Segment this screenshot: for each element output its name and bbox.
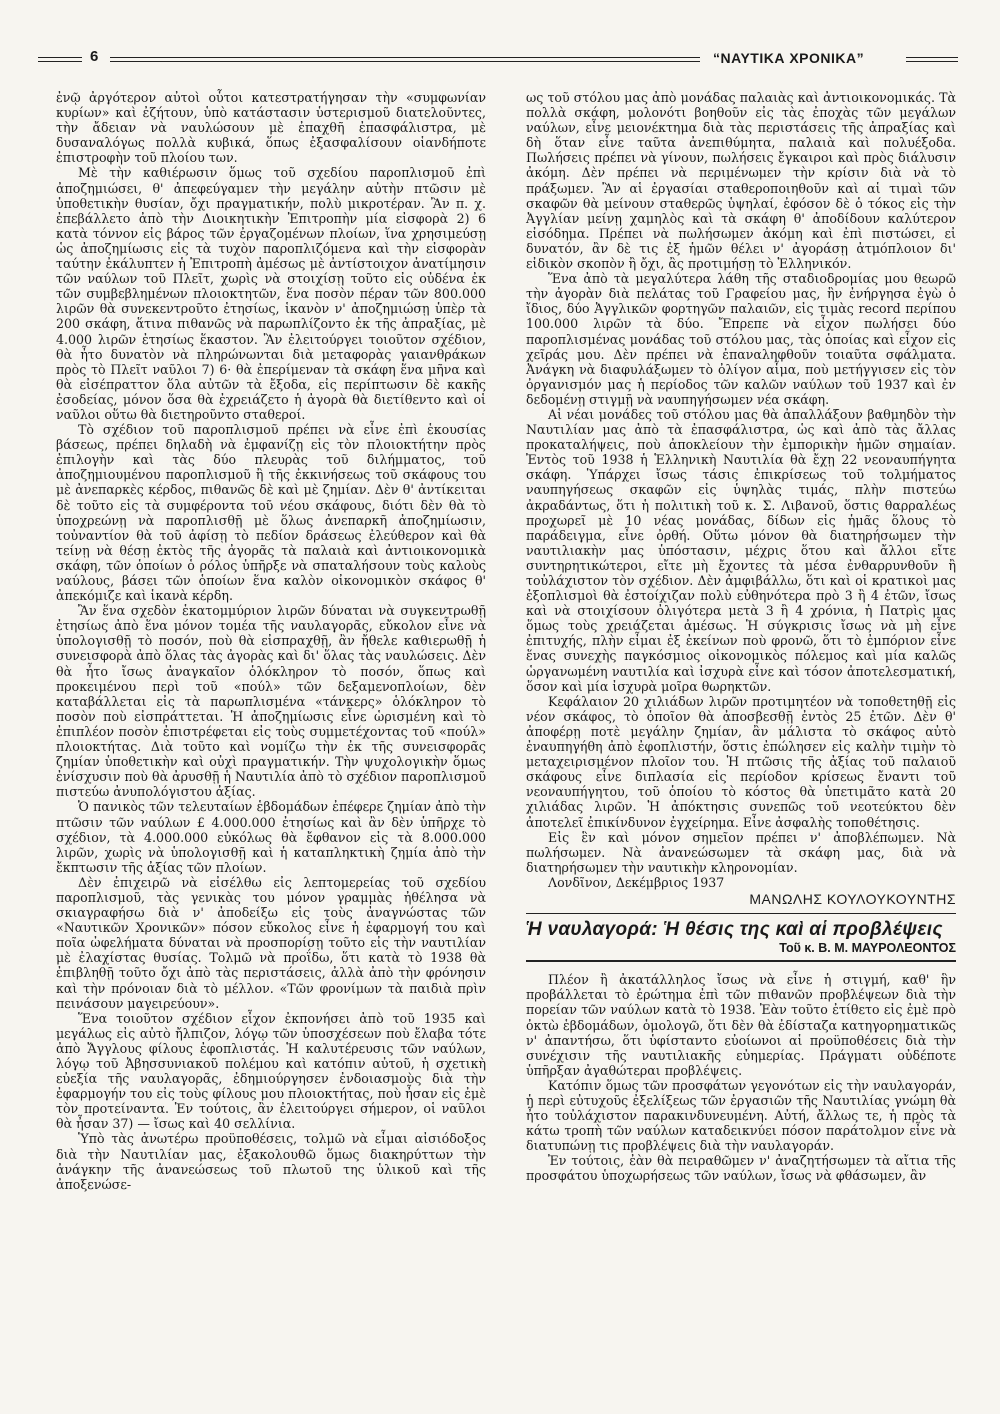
paragraph: Ἐν τούτοις, ἐὰν θὰ πειραθῶμεν ν' ἀναζητήσωμεν τὰ αἴτια τῆς προσφάτου ὑποχωρήσεως τῶν ναύλων, ἴσως νὰ φθάσωμεν, ἂν <box>526 1153 956 1184</box>
paragraph: ἐνῷ ἀργότερον αὐτοὶ οὗτοι κατεστρατήγησαν τὴν «συμφωνίαν κυρίων» καὶ ἐζήτουν, ὑπὸ κατάστασιν ὑστερισμοῦ διατελοῦντες, τὴν ἄδειαν νὰ ναυλώσουν μὲ ἐπαχθῆ ἐπασφάλιστρα, μὲ δυσαναλόγως πολλὰ κυβικά, ὅπως ἐξασφαλίσουν οἱανδήποτε ἐπιστροφὴν τοῦ πλοίου των. <box>56 90 486 166</box>
header-rule-middle <box>110 57 700 62</box>
paragraph: Ὁ πανικὸς τῶν τελευταίων ἑβδομάδων ἐπέφερε ζημίαν ἀπὸ τὴν πτῶσιν τῶν ναύλων £ 4.000.000 ἐτησίως καὶ ἂν δὲν ὑπῆρχε τὸ σχέδιον, τὰ 4.000.000 εὐκόλως θὰ ἔφθανον εἰς τὰ 8.000.000 λιρῶν, χωρὶς νὰ ὑπολογισθῇ καὶ ἡ καταπληκτικὴ ζημία ἀπὸ τὴν ἔκπτωσιν τῆς ἀξίας τῶν πλοίων. <box>56 799 486 875</box>
paragraph: Ἕνα τοιοῦτον σχέδιον εἶχον ἐκπονήσει ἀπὸ τοῦ 1935 καὶ μεγάλως εἰς αὐτὸ ἤλπιζον, λόγῳ τῶν ὑποσχέσεων ποὺ ἔλαβα τότε ἀπὸ Ἄγγλους φίλους ἐφοπλιστάς. Ἡ καλυτέρευσις τῶν ναύλων, λόγῳ τοῦ Ἀβησσυνιακοῦ πολέμου καὶ κατόπιν αὐτοῦ, ἡ σχετικὴ εὐεξία τῆς ναυλαγορᾶς, ἐδημιούργησεν ἐνδοιασμοὺς διὰ τὴν ἐφαρμογήν του εἰς τοὺς φίλους μου πλοιοκτήτας, ποὺ ἦσαν εἰς ἐμὲ τὸν προτείναντα. Ἐν τούτοις, ἂν ἐλειτούργει σήμερον, οἱ ναῦλοι θὰ ἦσαν 37) — ἴσως καὶ 40 σελλίνια. <box>56 1010 486 1132</box>
article-divider <box>526 913 956 914</box>
page-header <box>38 48 958 74</box>
page-number: 6 <box>90 48 99 65</box>
right-column <box>526 90 956 1184</box>
author-signature: ΜΑΝΩΛΗΣ ΚΟΥΛΟΥΚΟΥΝΤΗΣ <box>749 890 956 907</box>
paragraph: Κεφάλαιον 20 χιλιάδων λιρῶν προτιμητέον νὰ τοποθετηθῇ εἰς νέον σκάφος, τὸ ὁποῖον θὰ ἀποσβεσθῇ ἐντὸς 25 ἐτῶν. Δὲν θ' ἀποφέρῃ ποτὲ μεγάλην ζημίαν, ἂν μάλιστα τὸ σκάφος αὐτὸ ἐναυπηγήθη ἀπὸ ἐφοπλιστήν, ὅστις ἐπώλησεν εἰς καλὴν τιμὴν τὸ μεταχειρισμένον πλοῖον του. Ἡ πτῶσις τῆς ἀξίας τοῦ παλαιοῦ σκάφους εἶνε διπλασία εἰς περίοδον κρίσεως ἔναντι τοῦ νεοναυπήγητου, τοῦ ὁποίου τὸ κόστος θὰ ὑπετιμᾶτο κατὰ 20 χιλιάδας λιρῶν. Ἡ ἀπόκτησις συνεπῶς τοῦ νεοτεύκτου δὲν ἀποτελεῖ ἐπικίνδυνον ἐγχείρημα. Εἶνε ἀσφαλὴς τοποθέτησις. <box>526 693 956 830</box>
left-column <box>56 90 486 1192</box>
paragraph: Ἕνα ἀπὸ τὰ μεγαλύτερα λάθη τῆς σταδιοδρομίας μου θεωρῶ τὴν ἀγορὰν διὰ πελάτας τοῦ Γραφείου μας, ἣν ἐνήργησα ἐγὼ ὁ ἴδιος, δύο Ἀγγλικῶν φορτηγῶν παλαιῶν, εἰς τιμὰς record περίπου 100.000 λιρῶν τὰ δύο. Ἔπρεπε νὰ εἶχον πωλήσει δύο παροπλισμένας μονάδας τοῦ στόλου μας, τὰς ὁποίας καὶ εἶχον εἰς χεῖράς μου. Δὲν πρέπει νὰ ἐπαναληφθοῦν τοιαῦτα σφάλματα. Ἀνάγκη νὰ διαφυλάξωμεν τὸ ὀλίγον αἷμα, ποὺ μετήγγισεν εἰς τὸν ὀργανισμόν μας ἡ περίοδος τῶν καλῶν ναύλων τοῦ 1937 καὶ ἐν δεδομένῃ στιγμῇ νὰ ναυπηγήσωμεν νέα σκάφη. <box>526 271 956 407</box>
paragraph: Ὑπὸ τὰς ἀνωτέρω προϋποθέσεις, τολμῶ νὰ εἶμαι αἰσιόδοξος διὰ τὴν Ναυτιλίαν μας, ἐξακολουθῶ ὅμως διακηρύττων τὴν ἀνάγκην τῆς ἀνανεώσεως τοῦ πλωτοῦ της ὑλικοῦ καὶ τῆς ἀποξενώσε- <box>56 1131 486 1192</box>
byline-rule <box>526 960 956 962</box>
paragraph: Τὸ σχέδιον τοῦ παροπλισμοῦ πρέπει νὰ εἶνε ἐπὶ ἑκουσίας βάσεως, πρέπει δηλαδὴ νὰ ἐμφανίζῃ εἰς τὸν πλοιοκτήτην πρὸς ἐπιλογὴν καὶ τὰς δύο πλευρὰς τοῦ διλήμματος, τοῦ ἀποζημιουμένου παροπλισμοῦ ἢ τῆς ἐκκινήσεως τοῦ σκάφους του μὲ ἀνεπαρκὲς κέρδος, πιθανῶς δὲ καὶ μὲ ζημίαν. Δὲν θ' ἀντίκειται δὲ τοῦτο εἰς τὰ συμφέροντα τοῦ νέου σκάφους, διότι δὲν θὰ τὸ ὑποχρεώνῃ νὰ παροπλισθῇ μὲ ὅλως ἀνεπαρκῆ ἀποζημίωσιν, τοὐναντίον θὰ τοῦ ἀφίσῃ τὸ πεδίον δράσεως ἐλεύθερον καὶ θὰ τείνῃ νὰ θέσῃ ἐκτὸς τῆς ἀγορᾶς τὰ παλαιὰ καὶ ἀντιοικονομικὰ σκάφη, τῶν ὁποίων ὁ ρόλος ὑπῆρξε νὰ σπαταλήσουν τοὺς καλοὺς ναύλους, βάσει τῶν ὁποίων ἕνα καλὸν οἰκονομικὸν σκάφος θ' ἀπεκόμιζε καὶ ἱκανὰ κέρδη. <box>56 422 486 604</box>
header-rule-left <box>38 57 82 62</box>
place-date: Λονδῖνον, Δεκέμβριος 1937 <box>548 874 725 890</box>
header-rule-right <box>906 57 958 62</box>
paragraph: Αἱ νέαι μονάδες τοῦ στόλου μας θὰ ἀπαλλάξουν βαθμηδὸν τὴν Ναυτιλίαν μας ἀπὸ τὰ ἐπασφάλιστρα, ὡς καὶ ἀπὸ τὰς ἄλλας προκαταλήψεις, ποὺ ἀποκλείουν τὴν ἐμπορικὴν ἡμῶν σημαίαν. Ἐντὸς τοῦ 1938 ἡ Ἑλληνικὴ Ναυτιλία θὰ ἔχῃ 22 νεοναυπήγητα σκάφη. Ὑπάρχει ἴσως τάσις ἐπικρίσεως τοῦ τολμήματος ναυπηγήσεως σκαφῶν εἰς ὑψηλὰς τιμάς, πλὴν πιστεύω ἀκραδάντως, ὅτι ἡ πολιτικὴ τοῦ κ. Σ. Λιβανοῦ, ὅστις θαρραλέως προχωρεῖ μὲ 10 νέας μονάδας, δίδων εἰς ἡμᾶς ὅλους τὸ παράδειγμα, εἶνε ὀρθή. Οὕτω μόνον θὰ διατηρήσωμεν τὴν ναυτιλιακὴν μας ὑπόστασιν, μέχρις ὅτου καὶ ἄλλοι εἴτε συντηρητικώτεροι, εἴτε μὴ ἔχοντες τὰ μέσα ἐνθαρρυνθοῦν ἢ τοὐλάχιστον τὸν σχέδιον. Δὲν ἀμφιβάλλω, ὅτι καὶ οἱ κρατικοὶ μας ἐξοπλισμοὶ θὰ ἐστοίχιζαν πολὺ εὐθηνότερα πρὸ 3 ἢ 4 ἐτῶν, ἴσως καὶ νὰ στοιχίσουν ὀλιγότερα μετὰ 3 ἢ 4 χρόνια, ἡ Πατρὶς μας ὅμως τοὺς χρειάζεται ἀμέσως. Ἡ σύγκρισις ἴσως νὰ μὴ εἶνε ἐπιτυχής, πλὴν εἶμαι ἐξ ἐκείνων ποὺ φρονῶ, ὅτι τὸ ἐμπόριον εἶνε ἕνας συνεχὴς παγκόσμιος οἰκονομικὸς πόλεμος καὶ μία καλῶς ὡργανωμένη ναυτιλία καὶ ἰσχυρὰ εἶνε καὶ τόσον ἀποτελεσματική, ὅσον καὶ μία ἰσχυρὰ μοῖρα θωρηκτῶν. <box>526 406 956 694</box>
paragraph: Εἰς ἓν καὶ μόνον σημεῖον πρέπει ν' ἀποβλέπωμεν. Νὰ πωλήσωμεν. Νὰ ἀνανεώσωμεν τὰ σκάφη μας, διὰ νὰ διατηρήσωμεν τὴν ναυτικὴν κληρονομίαν. <box>526 829 956 875</box>
magazine-title: “ΝΑΥΤΙΚΑ ΧΡΟΝΙΚΑ” <box>713 50 865 66</box>
paragraph: Κατόπιν ὅμως τῶν προσφάτων γεγονότων εἰς τὴν ναυλαγοράν, ἡ περὶ εὐτυχοῦς ἐξελίξεως τῶν ἐργασιῶν τῆς Ναυτιλίας γνώμη θὰ ἦτο τοὐλάχιστον παρακινδυνευμένη. Αὐτή, ἄλλως τε, ἡ πρὸς τὰ κάτω τροπὴ τῶν ναύλων καταδεικνύει πόσον παράτολμον εἶνε νὰ διατυπώνῃ τις προβλέψεις διὰ τὴν ναυλαγοράν. <box>526 1077 956 1154</box>
paragraph: Δὲν ἐπιχειρῶ νὰ εἰσέλθω εἰς λεπτομερείας τοῦ σχεδίου παροπλισμοῦ, τὰς γενικὰς του μόνον γραμμὰς ἠθέλησα νὰ σκιαγραφήσω διὰ ν' ἀποδείξω εἰς τοὺς ἀναγνώστας τῶν «Ναυτικῶν Χρονικῶν» πόσον εὔκολος εἶνε ἡ ἐφαρμογή του καὶ ποῖα ὠφελήματα δύναται νὰ προσπορίσῃ τοῦτο εἰς τὴν ναυτιλίαν μὲ ἐλαχίστας θυσίας. Τολμῶ νὰ προΐδω, ὅτι κατὰ τὸ 1938 θὰ ἐπιβληθῇ τοῦτο ὄχι ἀπὸ τὰς περιστάσεις, ἀλλὰ ἀπὸ τὴν φρόνησιν καὶ τὴν πρόνοιαν διὰ τὸ μέλλον. «Τῶν φρονίμων τὰ παιδιὰ πρὶν πεινάσουν μαγειρεύουν». <box>56 874 486 1011</box>
paragraph: Μὲ τὴν καθιέρωσιν ὅμως τοῦ σχεδίου παροπλισμοῦ ἐπὶ ἀποζημιώσει, θ' ἀπεφεύγαμεν τὴν μεγάλην αὐτὴν πτῶσιν μὲ ὑποθετικὴν θυσίαν, ὄχι πραγματικήν, πολὺ μικροτέραν. Ἂν π. χ. ἐπεβάλλετο ἀπὸ τὴν Διοικητικὴν Ἐπιτροπὴν μία εἰσφορὰ 2) 6 κατὰ τόννον εἰς βάρος τῶν ἐργαζομένων πλοίων, ἵνα χρησιμεύσῃ ὡς ἀποζημίωσις εἰς τὰ τυχὸν παροπλιζόμενα καὶ τὴν εἰσφορὰν ταύτην ἐκάλυπτεν ἡ Ἐπιτροπὴ ἀμέσως μὲ ἀντίστοιχον ἀνατίμησιν τῶν ναύλων τοῦ Πλεῖτ, χωρὶς νὰ στοιχίσῃ τοῦτο εἰς οὐδένα ἐκ τῶν συμβεβλημένων πλοιοκτητῶν, ἕνα ποσὸν πέραν τῶν 800.000 λιρῶν θὰ συνεκεντροῦτο ἐτησίως, ἱκανὸν ν' ἀποζημιώσῃ ὑπὲρ τὰ 200 σκάφη, ἅτινα πιθανῶς νὰ παρωπλίζοντο ἐκ τῆς ἀπραξίας, μὲ 4.000 λιρῶν ἐτησίως ἕκαστον. Ἂν ἐλειτούργει τοιοῦτον σχέδιον, θὰ ἦτο δυνατὸν νὰ πληρώνωνται διὰ μεταφορὰς γαιανθράκων πρὸς τὸ Πλεῖτ ναῦλοι 7) 6· θὰ ἐπερίμεναν τὰ σκάφη ἕνα μῆνα καὶ θὰ εἰσέπραττον ὅλα αὐτῶν τὰ ἔξοδα, εἰς περίπτωσιν δὲ κακῆς ἐσοδείας, μόνον ὅσα θὰ ἐχρειάζετο ἡ ἀγορὰ θὰ διετίθεντο καὶ οἱ ναῦλοι οὕτω θὰ διετηροῦντο σταθεροί. <box>56 165 486 422</box>
paragraph: Πλέον ἢ ἀκατάλληλος ἴσως νὰ εἶνε ἡ στιγμή, καθ' ἣν προβάλλεται τὸ ἐρώτημα ἐπὶ τῶν πιθανῶν προβλέψεων διὰ τὴν πορείαν τῶν ναύλων κατὰ τὸ 1938. Ἐὰν τοῦτο ἐτίθετο εἰς ἐμὲ πρὸ ὀκτὼ ἑβδομάδων, ὁμολογῶ, ὅτι δὲν θὰ ἐδίσταζα κατηγορηματικῶς ν' ἀπαντήσω, ὅτι ὑφίσταντο εὐοίωνοι αἱ προϋποθέσεις διὰ τὴν συνέχισιν τῆς ναυτιλιακῆς εὐημερίας. Πράγματι οὐδέποτε ὑπῆρξαν ἀγαθώτεραι προβλέψεις. <box>526 972 956 1078</box>
article-byline: Τοῦ κ. Β. Μ. ΜΑΥΡΟΛΕΟΝΤΟΣ <box>779 941 956 956</box>
paragraph: Ἂν ἕνα σχεδὸν ἑκατομμύριον λιρῶν δύναται νὰ συγκεντρωθῇ ἐτησίως ἀπὸ ἕνα μόνον τομέα τῆς ναυλαγορᾶς, εὔκολον εἶνε νὰ ὑπολογισθῇ τὸ ποσόν, ποὺ θὰ εἰσπραχθῇ, ἂν ἤθελε καθιερωθῇ ἡ συνεισφορὰ ἀπὸ ὅλας τὰς ἀγορὰς καὶ δι' ὅλας τὰς ναυλώσεις. Δὲν θὰ ἦτο ἴσως ἀναγκαῖον ὁλόκληρον τὸ ποσόν, ὅπως καὶ προκειμένου περὶ τοῦ «πούλ» τῶν δεξαμενοπλοίων, δὲν καταβάλλεται εἰς τὰ παρωπλισμένα «τάνκερς» ὁλόκληρον τὸ ποσὸν ποὺ εἰσπράττεται. Ἡ ἀποζημίωσις εἶνε ὡρισμένη καὶ τὸ ἐπιπλέον ποσὸν ἐπιστρέφεται εἰς τοὺς συμμετέχοντας τοῦ «πούλ» πλοιοκτήτας. Διὰ τοῦτο καὶ νομίζω τὴν ἐκ τῆς συνεισφορᾶς ζημίαν ὑποθετικὴν καὶ οὐχὶ πραγματικήν. Τὴν ψυχολογικὴν ὅμως ἐνίσχυσιν ποὺ θὰ ἀρυσθῇ ἡ Ναυτιλία ἀπὸ τὸ σχέδιον παροπλισμοῦ πιστεύω ἀνυπολόγιστου ἀξίας. <box>56 603 486 800</box>
paragraph: ως τοῦ στόλου μας ἀπὸ μονάδας παλαιὰς καὶ ἀντιοικονομικάς. Τὰ πολλὰ σκάφη, μολονότι βοηθοῦν εἰς τὰς ἐποχὰς τῶν μεγάλων ναύλων, εἶνε μειονέκτημα διὰ τὰς περιστάσεις τῆς ἀπραξίας καὶ δὴ ὅταν εἶνε ταῦτα ἀνεπιθύμητα, παλαιὰ καὶ πολυέξοδα. Πωλήσεις πρέπει νὰ γίνουν, πωλήσεις ἔγκαιροι καὶ πρὸς διάλυσιν ἀκόμη. Δὲν πρέπει νὰ περιμένωμεν τὴν κρίσιν διὰ νὰ τὸ πράξωμεν. Ἂν αἱ ἐργασίαι σταθεροποιηθοῦν καὶ αἱ τιμαὶ τῶν σκαφῶν θὰ μείνουν σταθερῶς ὑψηλαί, ἐφόσον δὲ ὁ τόκος εἰς τὴν Ἀγγλίαν μείνῃ χαμηλὸς καὶ τὰ σκάφη θ' ἀποδίδουν καλύτερον εἰσόδημα. Πρέπει νὰ πωλήσωμεν ἀκόμη καὶ ἐπὶ πιστώσει, εἰ δυνατόν, ἂν δὲ τις ἐξ ἡμῶν θέλει ν' ἀγοράσῃ ἀτμόπλοιον δι' εἰδικὸν σκοπὸν ἢ ὄχι, ἂς προτιμήσῃ τὸ Ἑλληνικόν. <box>526 90 956 272</box>
article-headline: Ἡ ναυλαγορά: Ἡ θέσις της καὶ αἱ προβλέψεις <box>526 919 943 941</box>
